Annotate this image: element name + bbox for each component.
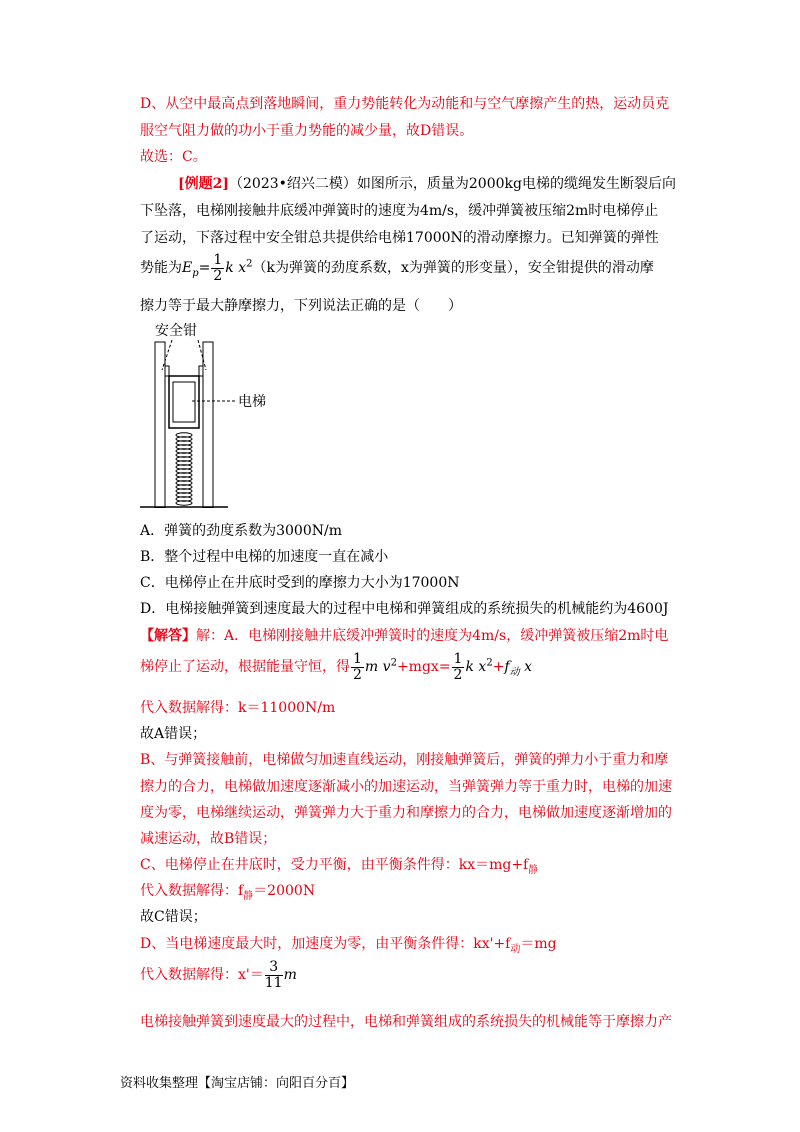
option-d: D．电梯接触弹簧到速度最大的过程中电梯和弹簧组成的系统损失的机械能约为4600J (140, 601, 669, 617)
fraction-3-11: $\frac{3}{11}$ (264, 958, 283, 991)
text: 梯停止了运动，根据能量守恒，得 (140, 659, 350, 675)
example-tag: [例题2] (178, 176, 229, 192)
answer-line1 (140, 626, 668, 646)
d-line1 (140, 934, 557, 954)
formula-square: 2 (246, 258, 253, 270)
b-line1: B、与弹簧接触前，电梯做匀加速直线运动，刚接触弹簧后，弹簧的弹力小于重力和摩 (140, 752, 669, 768)
formula-E: E (182, 260, 193, 276)
answer-tag: 【解答】 (140, 628, 196, 644)
text: ＝mg (520, 936, 557, 952)
text: （k为弹簧的劲度系数，x为弹簧的形变量），安全钳提供的滑动摩 (252, 260, 654, 276)
example-line3: 了运动，下落过程中安全钳总共提供给电梯17000N的滑动摩擦力。已知弹簧的弹性 (140, 230, 659, 246)
b-line2: 擦力的合力，电梯做加速度逐渐减小的加速运动，当弹簧弹力等于重力时，电梯的加速 (140, 779, 672, 795)
formula-x: x (238, 260, 247, 276)
sub-static: 静 (528, 864, 539, 876)
b-line3: 度为零，电梯继续运动，弹簧弹力大于重力和摩擦力的合力，电梯做加速度逐渐增加的 (140, 805, 672, 821)
example-line5: 擦力等于最大静摩擦力，下列说法正确的是（ ） (140, 298, 462, 314)
choose-answer: 故选：C。 (140, 149, 207, 165)
c-wrong: 故C错误； (140, 909, 207, 925)
option-a: A．弹簧的劲度系数为3000N/m (140, 523, 342, 539)
example-line2: 下坠落，电梯刚接触井底缓冲弹簧时的速度为4m/s，缓冲弹簧被压缩2m时电梯停止 (140, 203, 659, 219)
text: 代入数据解得：x'＝ (140, 967, 264, 983)
text: 势能为 (140, 260, 182, 276)
a-wrong: 故A错误； (140, 726, 207, 742)
d-line2: 代入数据解得：x'＝ $\frac{3}{11}$ m (140, 958, 297, 991)
d-conclusion-line1: D、从空中最高点到落地瞬间，重力势能转化为动能和与空气摩擦产生的热，运动员克 (140, 96, 670, 112)
text: ＝2000N (253, 883, 316, 899)
example-line4 (140, 252, 654, 284)
label-elevator: 电梯 (238, 395, 266, 410)
label-clamp: 安全钳 (155, 324, 197, 339)
c-line1 (140, 855, 538, 875)
formula-eq: = (198, 260, 211, 276)
footer: 资料收集整理【淘宝店铺：向阳百分百】 (120, 1076, 355, 1091)
formula-mgx: +mgx= (396, 659, 451, 675)
fraction-half: $\frac{1}{2}$ (213, 251, 223, 284)
d-conclusion-line2: 服空气阻力做的功小于重力势能的减少量，故D错误。 (140, 123, 474, 139)
answer-text: 解：A．电梯刚接触井底缓冲弹簧时的速度为4m/s，缓冲弹簧被压缩2m时电 (196, 628, 669, 644)
substitute-k: 代入数据解得：k＝11000N/m (140, 700, 336, 716)
sub-static: 静 (243, 890, 254, 902)
answer-line2: 梯停止了运动，根据能量守恒，得 $\frac{1}{2}$ m $v^2+mgx=$ $\frac{1}{2}$ k $x^2+f_动$ x (140, 650, 532, 683)
formula-k: k (225, 260, 234, 276)
formula-v: v (382, 659, 391, 675)
spring-icon (176, 433, 192, 505)
option-b: B．整个过程中电梯的加速度一直在减小 (140, 549, 389, 565)
example-line1 (178, 174, 676, 194)
text: C、电梯停止在井底时，受力平衡，由平衡条件得：kx＝mg+f (140, 857, 529, 873)
text: 代入数据解得：f (140, 883, 244, 899)
example-text: （2023•绍兴二模）如图所示，质量为2000kg电梯的缆绳发生断裂后向 (229, 176, 676, 192)
b-line4: 减速运动，故B错误； (140, 831, 277, 847)
formula-m: m (364, 659, 379, 675)
c-line2 (140, 881, 315, 901)
formula-sub-p: p (192, 267, 199, 279)
formula-f: f (504, 659, 510, 675)
sub-dynamic: 动 (510, 943, 521, 955)
text: D、当电梯速度最大时，加速度为零，由平衡条件得：kx'+f (140, 936, 511, 952)
option-c: C．电梯停止在井底时受到的摩擦力大小为17000N (140, 575, 460, 591)
last-line: 电梯接触弹簧到速度最大的过程中，电梯和弹簧组成的系统损失的机械能等于摩擦力产 (140, 1014, 672, 1030)
elevator-figure (140, 318, 320, 512)
